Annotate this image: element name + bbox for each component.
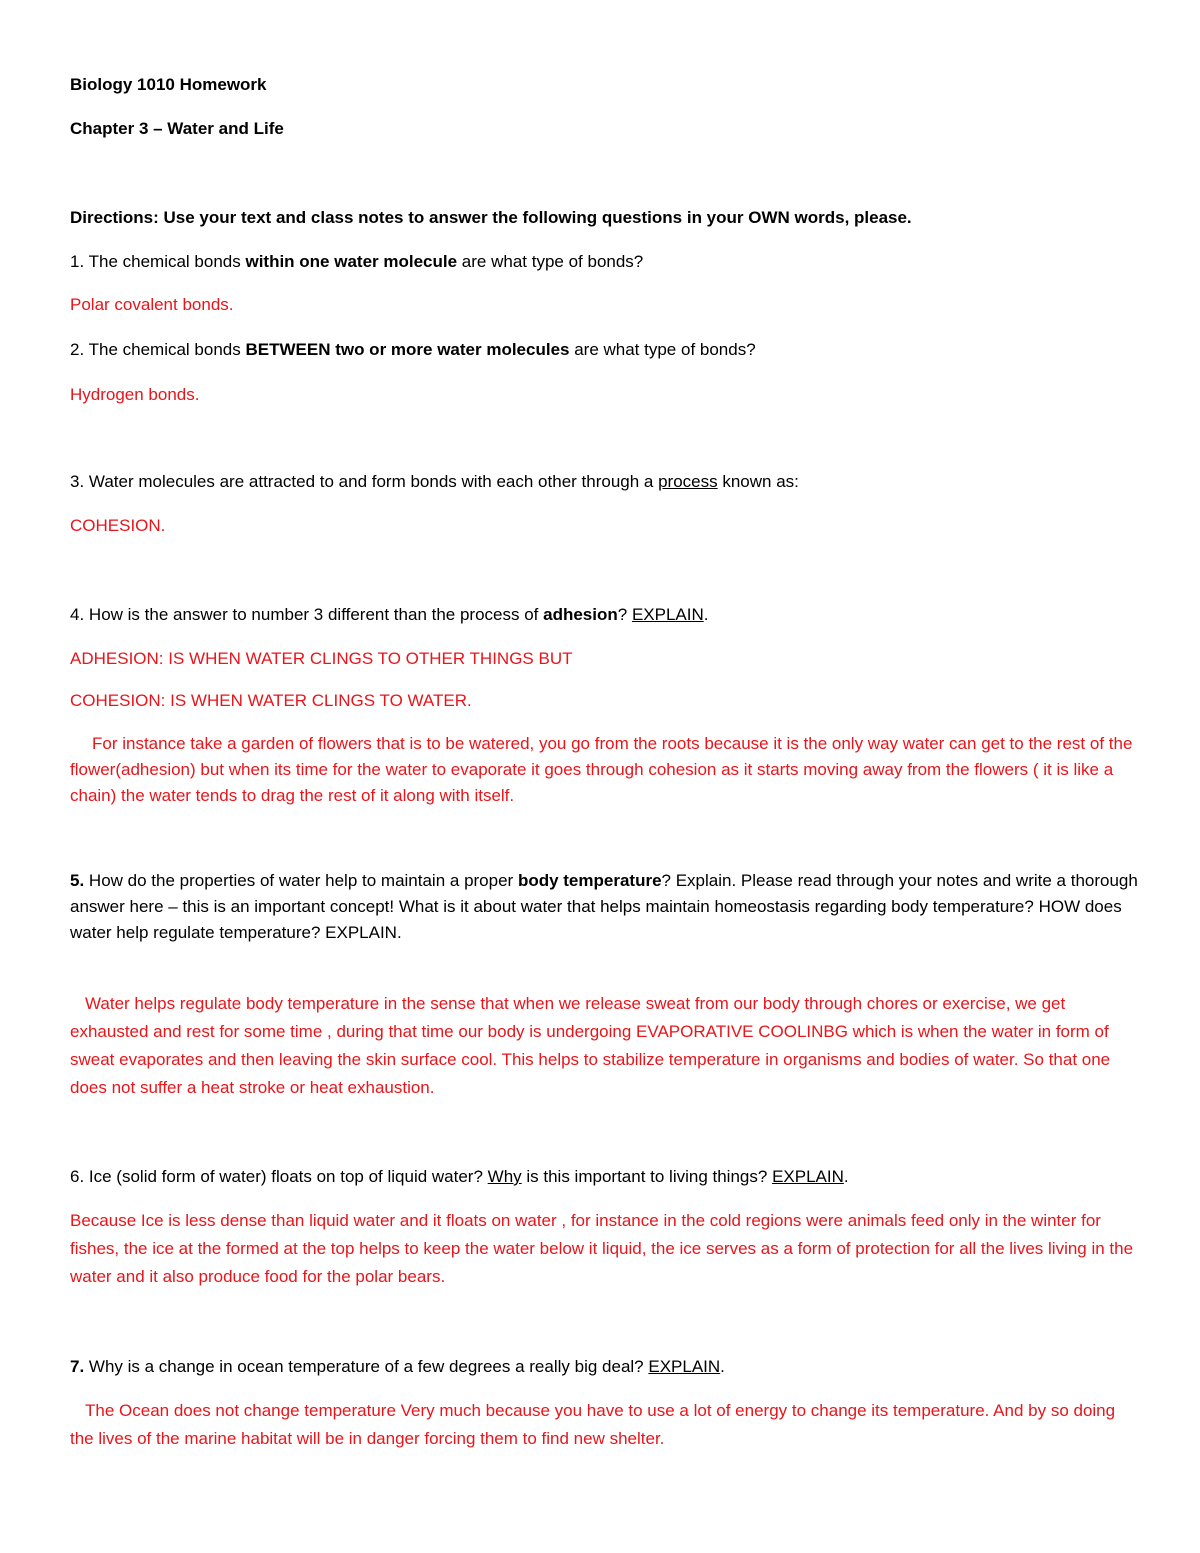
question-number: 7. [70,1357,85,1376]
question-5: 5. How do the properties of water help to maintain a proper body temperature? Explain. Please read through your notes and write a thorough answer here – this is an important concept! What is it about water that helps maintain homeostasis regarding body temperature? HOW does water help regulate temperature? EXPLAIN. [70,871,1138,942]
chapter-title: Chapter 3 – Water and Life [70,119,284,138]
question-1: 1. The chemical bonds within one water molecule are what type of bonds? [70,252,644,271]
answer-1: Polar covalent bonds. [70,295,234,314]
question-number: 5. [70,871,85,890]
question-number: 4. [70,605,85,624]
answer-3: COHESION. [70,516,166,535]
answer-4-line-2: COHESION: IS WHEN WATER CLINGS TO WATER. [70,691,472,710]
question-2: 2. The chemical bonds BETWEEN two or more water molecules are what type of bonds? [70,340,756,359]
answer-4-line-1: ADHESION: IS WHEN WATER CLINGS TO OTHER THINGS BUT [70,649,573,668]
answer-7: The Ocean does not change temperature Very much because you have to use a lot of energy to change its temperature. And by so doing the lives of the marine habitat will be in danger forcing them to find new shelter. [70,1401,1116,1448]
answer-5: Water helps regulate body temperature in the sense that when we release sweat from our body through chores or exercise, we get exhausted and rest for some time , during that time our body is undergoing EVAPORATIVE COOLINBG which is when the water in form of sweat evaporates and then leaving the skin surface cool. This helps to stabilize temperature in organisms and bodies of water. So that one does not suffer a heat stroke or heat exhaustion. [70,994,1111,1097]
question-3: 3. Water molecules are attracted to and form bonds with each other through a process known as: [70,472,799,491]
question-number: 2. [70,340,85,359]
question-number: 1. [70,252,85,271]
question-4: 4. How is the answer to number 3 different than the process of adhesion? EXPLAIN. [70,605,709,624]
answer-4-paragraph: For instance take a garden of flowers that is to be watered, you go from the roots because it is the only way water can get to the rest of the flower(adhesion) but when its time for the water to evaporate it goes through cohesion as it starts moving away from the flowers ( it is like a chain) the water tends to drag the rest of it along with itself. [70,734,1133,805]
question-7: 7. Why is a change in ocean temperature of a few degrees a really big deal? EXPLAIN. [70,1357,725,1376]
question-number: 6. [70,1167,85,1186]
answer-6: Because Ice is less dense than liquid water and it floats on water , for instance in the cold regions were animals feed only in the winter for fishes, the ice at the formed at the top helps to keep the water below it liquid, the ice serves as a form of protection for all the lives living in the water and it also produce food for the polar bears. [70,1211,1134,1286]
answer-2: Hydrogen bonds. [70,385,200,404]
document-title: Biology 1010 Homework [70,75,267,94]
question-number: 3. [70,472,85,491]
directions: Directions: Use your text and class notes to answer the following questions in your OWN words, please. [70,208,912,227]
question-6: 6. Ice (solid form of water) floats on top of liquid water? Why is this important to living things? EXPLAIN. [70,1167,849,1186]
